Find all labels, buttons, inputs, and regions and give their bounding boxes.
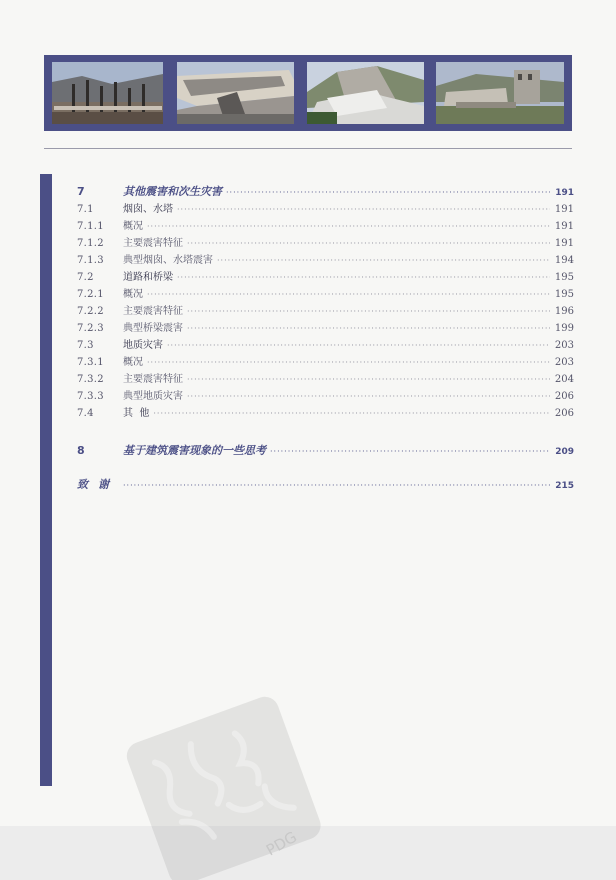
toc-entry-7-1[interactable] — [77, 201, 574, 218]
leader-dots — [187, 235, 550, 252]
entry-page: 195 — [554, 272, 574, 283]
entry-number: 7.2.1 — [77, 289, 104, 300]
toc-entry-7-2[interactable] — [77, 269, 574, 286]
leader-dots — [177, 201, 550, 218]
toc-entry-7-2-3[interactable] — [77, 320, 574, 337]
leader-dots — [167, 337, 550, 354]
leader-dots — [270, 443, 550, 461]
entry-title: 典型地质灾害 — [123, 391, 183, 402]
toc-entry-7-3-1[interactable] — [77, 354, 574, 371]
toc-entry-7-1-2[interactable] — [77, 235, 574, 252]
entry-page: 203 — [554, 340, 574, 351]
entry-page: 206 — [554, 408, 574, 419]
leader-dots — [147, 286, 550, 303]
chapter-page: 191 — [555, 188, 574, 198]
entry-number: 7.2.2 — [77, 306, 104, 317]
leader-dots — [147, 218, 550, 235]
acknowledgement-title: 致谢 — [77, 478, 119, 491]
toc-entry-7-3[interactable] — [77, 337, 574, 354]
chapter-sidebar-bar — [40, 174, 52, 786]
toc-acknowledgement[interactable] — [77, 476, 574, 494]
collapsed-structure-photo — [52, 62, 163, 124]
chapter-title: 其他震害和次生灾害 — [123, 185, 222, 198]
toc-chapter-8[interactable] — [77, 442, 574, 460]
seal-stamp-watermark — [112, 686, 332, 880]
leader-dots — [226, 184, 550, 202]
entry-title: 概况 — [123, 289, 143, 300]
toc-entry-7-3-2[interactable] — [77, 371, 574, 388]
leader-dots — [153, 405, 550, 422]
leader-dots — [187, 371, 550, 388]
entry-number: 7.3.3 — [77, 391, 104, 402]
leader-dots — [123, 477, 550, 495]
photo-banner — [44, 55, 572, 131]
leader-dots — [187, 320, 550, 337]
entry-page: 196 — [554, 306, 574, 317]
entry-page: 203 — [554, 357, 574, 368]
entry-number: 7.3 — [77, 340, 94, 351]
chapter-number: 7 — [77, 185, 85, 198]
entry-page: 191 — [554, 238, 574, 249]
toc-entry-7-1-3[interactable] — [77, 252, 574, 269]
entry-title: 主要震害特征 — [123, 306, 183, 317]
leader-dots — [217, 252, 550, 269]
watermark-text: PDG — [263, 827, 300, 860]
collapsed-building-photo — [177, 62, 294, 124]
entry-page: 195 — [554, 289, 574, 300]
toc-entry-7-2-2[interactable] — [77, 303, 574, 320]
entry-number: 7.1.3 — [77, 255, 104, 266]
entry-title: 地质灾害 — [123, 340, 163, 351]
chapter-number: 8 — [77, 444, 85, 457]
entry-number: 7.3.2 — [77, 374, 104, 385]
entry-title: 典型桥梁震害 — [123, 323, 183, 334]
entry-page: 204 — [554, 374, 574, 385]
entry-page: 191 — [554, 221, 574, 232]
entry-title: 道路和桥梁 — [123, 272, 173, 283]
entry-title: 主要震害特征 — [123, 238, 183, 249]
toc-entry-7-3-3[interactable] — [77, 388, 574, 405]
leader-dots — [147, 354, 550, 371]
entry-number: 7.1 — [77, 204, 94, 215]
entry-number: 7.1.2 — [77, 238, 104, 249]
landslide-photo — [307, 62, 424, 124]
entry-number: 7.1.1 — [77, 221, 104, 232]
toc-entry-7-1-1[interactable] — [77, 218, 574, 235]
leader-dots — [177, 269, 550, 286]
entry-title: 烟囱、水塔 — [123, 204, 173, 215]
header-divider — [44, 148, 572, 149]
entry-number: 7.3.1 — [77, 357, 104, 368]
toc-entry-7-2-1[interactable] — [77, 286, 574, 303]
damaged-factory-photo — [436, 62, 564, 124]
entry-title: 主要震害特征 — [123, 374, 183, 385]
acknowledgement-page: 215 — [555, 481, 574, 491]
entry-number: 7.2 — [77, 272, 94, 283]
toc-chapter-7[interactable] — [77, 183, 574, 201]
entry-page: 191 — [554, 204, 574, 215]
table-of-contents — [77, 183, 574, 494]
entry-title: 其 他 — [123, 408, 150, 419]
chapter-title: 基于建筑震害现象的一些思考 — [123, 444, 266, 457]
entry-title: 典型烟囱、水塔震害 — [123, 255, 213, 266]
entry-page: 199 — [554, 323, 574, 334]
entry-page: 206 — [554, 391, 574, 402]
entry-title: 概况 — [123, 357, 143, 368]
entry-title: 概况 — [123, 221, 143, 232]
toc-entry-7-4[interactable] — [77, 405, 574, 422]
entry-number: 7.2.3 — [77, 323, 104, 334]
entry-page: 194 — [554, 255, 574, 266]
entry-number: 7.4 — [77, 408, 94, 419]
chapter-page: 209 — [555, 447, 574, 457]
leader-dots — [187, 388, 550, 405]
leader-dots — [187, 303, 550, 320]
